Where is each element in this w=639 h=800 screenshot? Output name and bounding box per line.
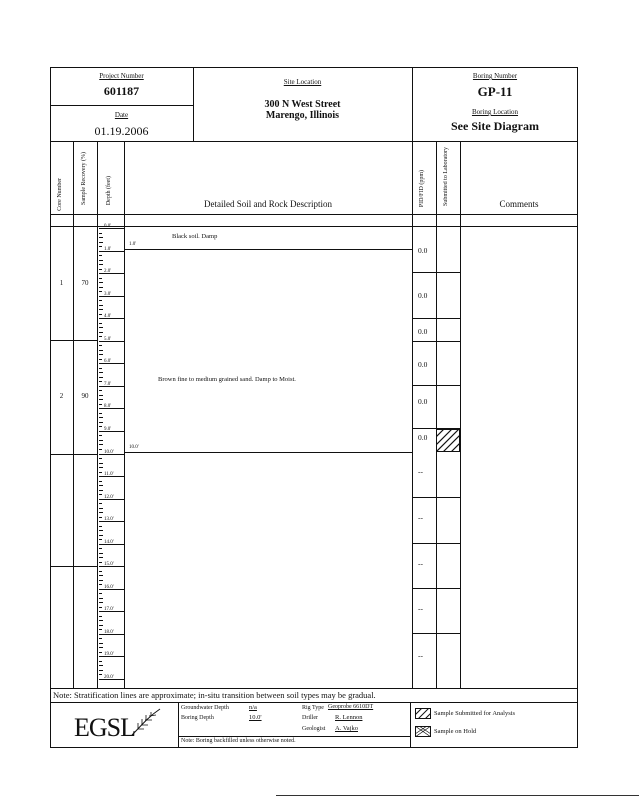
- depth-minor-tick: [99, 584, 102, 585]
- boring-number-label: Boring Number: [472, 72, 518, 80]
- depth-minor-tick: [99, 300, 102, 301]
- depth-minor-tick: [99, 255, 102, 256]
- depth-minor-tick: [99, 399, 103, 400]
- date-value: 01.19.2006: [94, 124, 149, 138]
- core-divider-3: [50, 566, 97, 567]
- core-1-number: 1: [59, 279, 64, 287]
- footer-divider-logo: [178, 702, 179, 748]
- depth-minor-tick: [99, 395, 103, 396]
- backfill-note: Note: Boring backfilled unless otherwise noted.: [181, 738, 296, 744]
- depth-minor-tick: [99, 665, 103, 666]
- depth-major-tick: [99, 363, 124, 364]
- groundwater-depth-value: n/a: [249, 704, 257, 711]
- depth-minor-tick: [99, 593, 102, 594]
- depth-major-tick: [99, 228, 124, 229]
- log-body-bottom-line: [50, 688, 578, 689]
- col-line-recovery: [97, 141, 98, 688]
- pid-row-line: [412, 633, 460, 634]
- depth-minor-tick: [99, 377, 103, 378]
- depth-minor-tick: [99, 381, 102, 382]
- project-number-label: Project Number: [99, 72, 144, 80]
- depth-minor-tick: [99, 625, 103, 626]
- pid-row-line: [412, 588, 460, 589]
- depth-minor-tick: [99, 503, 102, 504]
- pid-row-line: [412, 318, 460, 319]
- pid-row-line: [412, 543, 460, 544]
- pid-reading: --: [418, 604, 423, 613]
- depth-minor-tick: [99, 458, 102, 459]
- depth-minor-tick: [99, 327, 103, 328]
- depth-label: 14.0': [104, 539, 114, 545]
- legend-submitted-label: Sample Submitted for Analysis: [434, 710, 516, 717]
- stratification-note: Note: Stratification lines are approximate; in-situ transition between soil types may be gradual.: [53, 690, 376, 700]
- depth-minor-tick: [99, 652, 102, 653]
- col-line-depth: [124, 141, 125, 688]
- core-1-recovery: 70: [81, 279, 89, 287]
- depth-minor-tick: [99, 485, 103, 486]
- depth-minor-tick: [99, 332, 103, 333]
- depth-major-tick: [99, 273, 124, 274]
- depth-label: 10.0': [104, 449, 114, 455]
- pid-row-line: [412, 497, 460, 498]
- depth-minor-tick: [99, 481, 102, 482]
- depth-minor-tick: [99, 372, 103, 373]
- groundwater-depth-label: Groundwater Depth: [181, 705, 229, 711]
- depth-label: 1.0': [104, 246, 112, 252]
- depth-minor-tick: [99, 535, 103, 536]
- depth-minor-tick: [99, 575, 103, 576]
- col-line-comments: [460, 141, 461, 688]
- depth-minor-tick: [99, 562, 102, 563]
- depth-major-tick: [99, 251, 124, 252]
- depth-minor-tick: [99, 282, 103, 283]
- core-divider-2: [50, 454, 97, 455]
- depth-minor-tick: [99, 553, 103, 554]
- pid-reading: 0.0: [418, 291, 428, 300]
- depth-minor-tick: [99, 417, 103, 418]
- col-header-description: Detailed Soil and Rock Description: [204, 199, 332, 209]
- site-address-line1: 300 N West Street: [264, 99, 341, 110]
- depth-minor-tick: [99, 643, 103, 644]
- depth-minor-tick: [99, 670, 103, 671]
- project-date-divider: [50, 105, 193, 106]
- pid-reading: --: [418, 651, 423, 660]
- strata-line-1: [124, 249, 412, 250]
- pid-reading: 0.0: [418, 327, 428, 336]
- col-header-core-number: Core Number: [57, 178, 63, 211]
- depth-label: 13.0': [104, 517, 114, 523]
- depth-minor-tick: [99, 449, 102, 450]
- depth-label: 15.0': [104, 562, 114, 568]
- boring-depth-label: Boring Depth: [181, 715, 214, 721]
- depth-minor-tick: [99, 620, 103, 621]
- depth-label: 8.0': [104, 404, 112, 410]
- pid-row-line: [412, 341, 460, 342]
- core-2-number: 2: [59, 392, 64, 400]
- egsl-logo: EGSL: [74, 713, 135, 742]
- pid-reading: 0.0: [418, 246, 428, 255]
- depth-minor-tick: [99, 444, 103, 445]
- depth-minor-tick: [99, 269, 102, 270]
- feather-icon: [130, 707, 162, 737]
- pid-reading: 0.0: [418, 433, 428, 442]
- strata-line-2: [124, 452, 412, 453]
- depth-minor-tick: [99, 350, 103, 351]
- table-top-line: [50, 226, 578, 227]
- depth-major-tick: [99, 386, 124, 387]
- depth-major-tick: [99, 296, 124, 297]
- depth-label: 2.0': [104, 269, 112, 275]
- driller-value: R. Lennon: [335, 714, 363, 721]
- depth-label: 16.0': [104, 584, 114, 590]
- depth-minor-tick: [99, 323, 102, 324]
- depth-minor-tick: [99, 246, 102, 247]
- submitted-sample-hatch: [436, 429, 460, 452]
- depth-minor-tick: [99, 616, 102, 617]
- depth-minor-tick: [99, 490, 103, 491]
- column-header-bottom-line: [50, 214, 578, 215]
- depth-major-tick: [99, 408, 124, 409]
- depth-minor-tick: [99, 602, 103, 603]
- depth-label: 17.0': [104, 607, 114, 613]
- strata-1-label: 1.0': [129, 242, 137, 247]
- core-2-recovery: 90: [81, 392, 89, 400]
- depth-label: 11.0': [104, 472, 114, 478]
- pid-row-line: [412, 385, 460, 386]
- depth-minor-tick: [99, 278, 102, 279]
- depth-minor-tick: [99, 508, 103, 509]
- core-divider-1: [50, 340, 97, 341]
- footer-divider-legend: [410, 702, 411, 748]
- depth-label: 12.0': [104, 494, 114, 500]
- pid-reading: --: [418, 467, 423, 476]
- depth-label: 4.0': [104, 314, 112, 320]
- col-header-depth: Depth (feet): [106, 176, 112, 206]
- depth-major-tick: [99, 341, 124, 342]
- depth-minor-tick: [99, 629, 102, 630]
- depth-minor-tick: [99, 413, 102, 414]
- submitted-legend-hatch-icon: [415, 708, 431, 719]
- depth-minor-tick: [99, 314, 102, 315]
- depth-minor-tick: [99, 571, 102, 572]
- depth-minor-tick: [99, 512, 103, 513]
- depth-minor-tick: [99, 463, 103, 464]
- depth-minor-tick: [99, 494, 102, 495]
- site-address-line2: Marengo, Illinois: [265, 110, 340, 121]
- depth-label: 20.0': [104, 675, 114, 680]
- strata-2-description: Brown fine to medium grained sand. Damp to Moist.: [158, 376, 296, 383]
- depth-minor-tick: [99, 345, 102, 346]
- date-label: Date: [114, 111, 129, 119]
- pid-row-line: [412, 272, 460, 273]
- boring-location: See Site Diagram: [451, 119, 539, 133]
- depth-minor-tick: [99, 264, 103, 265]
- footer-note-line: [178, 736, 410, 737]
- col-header-submitted: Submitted to Laboratory: [443, 147, 449, 206]
- depth-label: 5.0': [104, 336, 112, 342]
- depth-minor-tick: [99, 260, 103, 261]
- strata-1-description: Black soil. Damp: [172, 233, 218, 240]
- depth-minor-tick: [99, 390, 102, 391]
- depth-minor-tick: [99, 435, 102, 436]
- depth-minor-tick: [99, 368, 102, 369]
- site-location-label: Site Location: [283, 78, 322, 86]
- depth-minor-tick: [99, 598, 103, 599]
- geologist-label: Geologist: [302, 726, 326, 732]
- depth-minor-tick: [99, 530, 103, 531]
- depth-minor-tick: [99, 548, 102, 549]
- depth-minor-tick: [99, 291, 102, 292]
- depth-minor-tick: [99, 305, 103, 306]
- pid-reading: --: [418, 559, 423, 568]
- depth-minor-tick: [99, 404, 102, 405]
- rig-type-value: Geoprobe 6610DT: [328, 704, 374, 710]
- boring-depth-value: 10.0': [249, 714, 262, 721]
- pid-reading: 0.0: [418, 397, 428, 406]
- geologist-value: A. Vajko: [335, 725, 358, 732]
- depth-minor-tick: [99, 526, 102, 527]
- depth-label: 18.0': [104, 629, 114, 635]
- depth-minor-tick: [99, 242, 103, 243]
- depth-minor-tick: [99, 309, 103, 310]
- project-number: 601187: [103, 84, 140, 98]
- note-bottom-line: [50, 702, 578, 703]
- depth-minor-tick: [99, 287, 103, 288]
- depth-minor-tick: [99, 422, 103, 423]
- header-bottom-line: [50, 141, 578, 142]
- depth-label: 3.0': [104, 291, 112, 297]
- depth-minor-tick: [99, 674, 102, 675]
- depth-minor-tick: [99, 467, 103, 468]
- depth-minor-tick: [99, 440, 103, 441]
- depth-label: 0.0': [104, 224, 112, 229]
- depth-major-tick: [99, 318, 124, 319]
- depth-minor-tick: [99, 607, 102, 608]
- depth-minor-tick: [99, 539, 102, 540]
- depth-minor-tick: [99, 661, 102, 662]
- col-header-comments: Comments: [499, 199, 539, 209]
- depth-minor-tick: [99, 336, 102, 337]
- depth-minor-tick: [99, 517, 102, 518]
- depth-label: 19.0': [104, 652, 114, 658]
- depth-minor-tick: [99, 647, 103, 648]
- depth-label: 9.0': [104, 426, 112, 432]
- depth-minor-tick: [99, 237, 103, 238]
- col-header-pid: PID/FID (ppm): [419, 170, 425, 208]
- depth-label: 6.0': [104, 359, 112, 365]
- depth-label: 7.0': [104, 381, 112, 387]
- col-header-sample-recovery: Sample Recovery (%): [81, 152, 87, 205]
- hold-legend-cross-icon: [415, 726, 431, 737]
- col-line-core: [73, 141, 74, 688]
- pid-reading: 0.0: [418, 360, 428, 369]
- depth-minor-tick: [99, 580, 103, 581]
- col-line-submitted: [436, 141, 437, 688]
- depth-minor-tick: [99, 557, 103, 558]
- depth-major-tick: [99, 431, 124, 432]
- depth-minor-tick: [99, 354, 103, 355]
- depth-minor-tick: [99, 426, 102, 427]
- col-line-pid: [412, 141, 413, 688]
- boring-log-form: [50, 67, 578, 748]
- strata-2-label: 10.0': [129, 445, 139, 450]
- boring-number: GP-11: [477, 84, 513, 99]
- driller-label: Driller: [302, 715, 318, 721]
- depth-minor-tick: [99, 359, 102, 360]
- depth-minor-tick: [99, 638, 102, 639]
- rig-type-label: Rig Type: [302, 705, 324, 711]
- depth-minor-tick: [99, 472, 102, 473]
- scan-artifact-line: [276, 795, 639, 796]
- depth-minor-tick: [99, 233, 102, 234]
- pid-reading: --: [418, 513, 423, 522]
- legend-hold-label: Sample on Hold: [434, 728, 477, 735]
- boring-location-label: Boring Location: [471, 108, 519, 116]
